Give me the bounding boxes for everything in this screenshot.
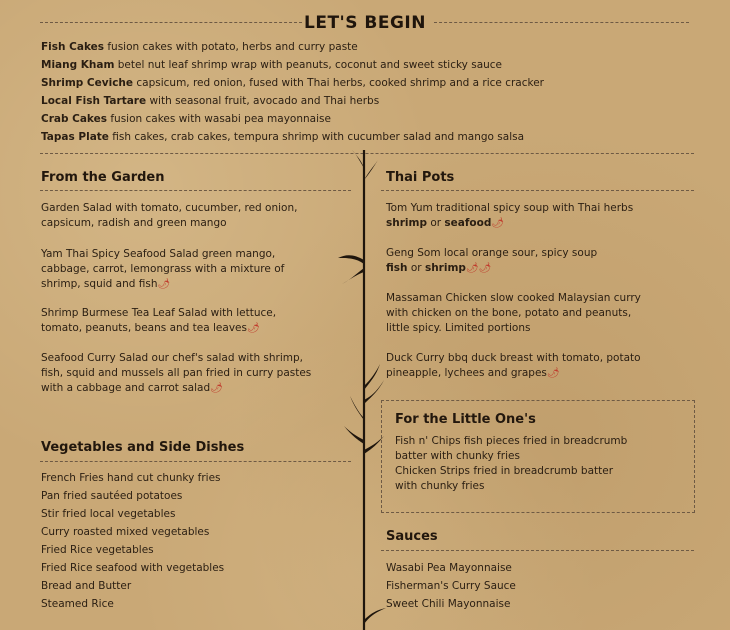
list-item: French Fries hand cut chunky fries <box>41 472 221 484</box>
section-title-kids: For the Little One's <box>395 412 536 427</box>
list-item: Stir fried local vegetables <box>41 508 176 520</box>
list-item: Tapas Plate fish cakes, crab cakes, tempura shrimp with cucumber salad and mango salsa <box>41 131 525 143</box>
section-title-garden: From the Garden <box>41 170 165 185</box>
list-item: Miang Kham betel nut leaf shrimp wrap with peanuts, coconut and sweet sticky sauce <box>41 59 503 71</box>
menu-item: Tom Yum traditional spicy soup with Thai herbs shrimp or seafood🌶 <box>386 202 634 229</box>
sauces-list <box>386 559 516 613</box>
list-item: Pan fried sautéed potatoes <box>41 490 183 502</box>
chili-icon: 🌶 <box>478 263 492 274</box>
list-item: Shrimp Ceviche capsicum, red onion, fused with Thai herbs, cooked shrimp and a rice cracker <box>41 77 544 89</box>
title-rule-right <box>434 22 689 23</box>
list-item: Curry roasted mixed vegetables <box>41 526 210 538</box>
list-item: Fried Rice vegetables <box>41 544 154 556</box>
section-rule <box>40 461 351 462</box>
list-item: Fish Cakes fusion cakes with potato, herbs and curry paste <box>41 41 358 53</box>
section-title-veg: Vegetables and Side Dishes <box>41 440 245 455</box>
list-item: Bread and Butter <box>41 580 132 592</box>
list-item: Fisherman's Curry Sauce <box>386 580 516 592</box>
list-item: Crab Cakes fusion cakes with wasabi pea mayonnaise <box>41 113 331 125</box>
chili-icon: 🌶 <box>546 368 560 379</box>
list-item: Fried Rice seafood with vegetables <box>41 562 225 574</box>
chili-icon: 🌶 <box>210 383 223 394</box>
menu-item: Garden Salad with tomato, cucumber, red onion, capsicum, radish and green mango <box>41 202 298 229</box>
list-item: Wasabi Pea Mayonnaise <box>386 562 512 574</box>
menu-item: Yam Thai Spicy Seafood Salad green mango, cabbage, carrot, lemongrass with a mixture of shrimp, squid and fish🌶 <box>41 248 285 290</box>
menu-item: Fish n' Chips fish pieces fried in breadcrumb batter with chunky fries Chicken Strips fried in breadcrumb batter with chunky fries <box>395 435 628 492</box>
section-rule <box>381 550 694 551</box>
section-rule <box>381 190 694 191</box>
menu-item: Massaman Chicken slow cooked Malaysian curry with chicken on the bone, potato and peanuts, little spicy. Limited portions <box>386 292 641 334</box>
starters-list <box>41 38 701 146</box>
menu-item: Duck Curry bbq duck breast with tomato, potato pineapple, lychees and grapes🌶 <box>386 352 641 379</box>
menu-item: Geng Som local orange sour, spicy soup fish or shrimp🌶🌶 <box>386 247 598 274</box>
chili-icon: 🌶 <box>246 323 260 334</box>
chili-icon: 🌶 <box>465 263 479 274</box>
section-rule <box>40 190 351 191</box>
sides-list <box>41 469 224 613</box>
list-item: Sweet Chili Mayonnaise <box>386 598 511 610</box>
menu-item: Seafood Curry Salad our chef's salad with shrimp, fish, squid and mussels all pan fried in curry pastes with a cabbage and carrot salad🌶 <box>41 352 312 394</box>
chili-icon: 🌶 <box>491 218 505 229</box>
page-title: LET'S BEGIN <box>304 13 426 33</box>
list-item: Steamed Rice <box>41 598 114 610</box>
chili-icon: 🌶 <box>157 279 171 290</box>
menu-item: Shrimp Burmese Tea Leaf Salad with lettuce, tomato, peanuts, beans and tea leaves🌶 <box>41 307 277 334</box>
section-title-thai-pots: Thai Pots <box>386 170 455 185</box>
list-item: Local Fish Tartare with seasonal fruit, avocado and Thai herbs <box>41 95 380 107</box>
section-title-sauces: Sauces <box>386 529 438 544</box>
